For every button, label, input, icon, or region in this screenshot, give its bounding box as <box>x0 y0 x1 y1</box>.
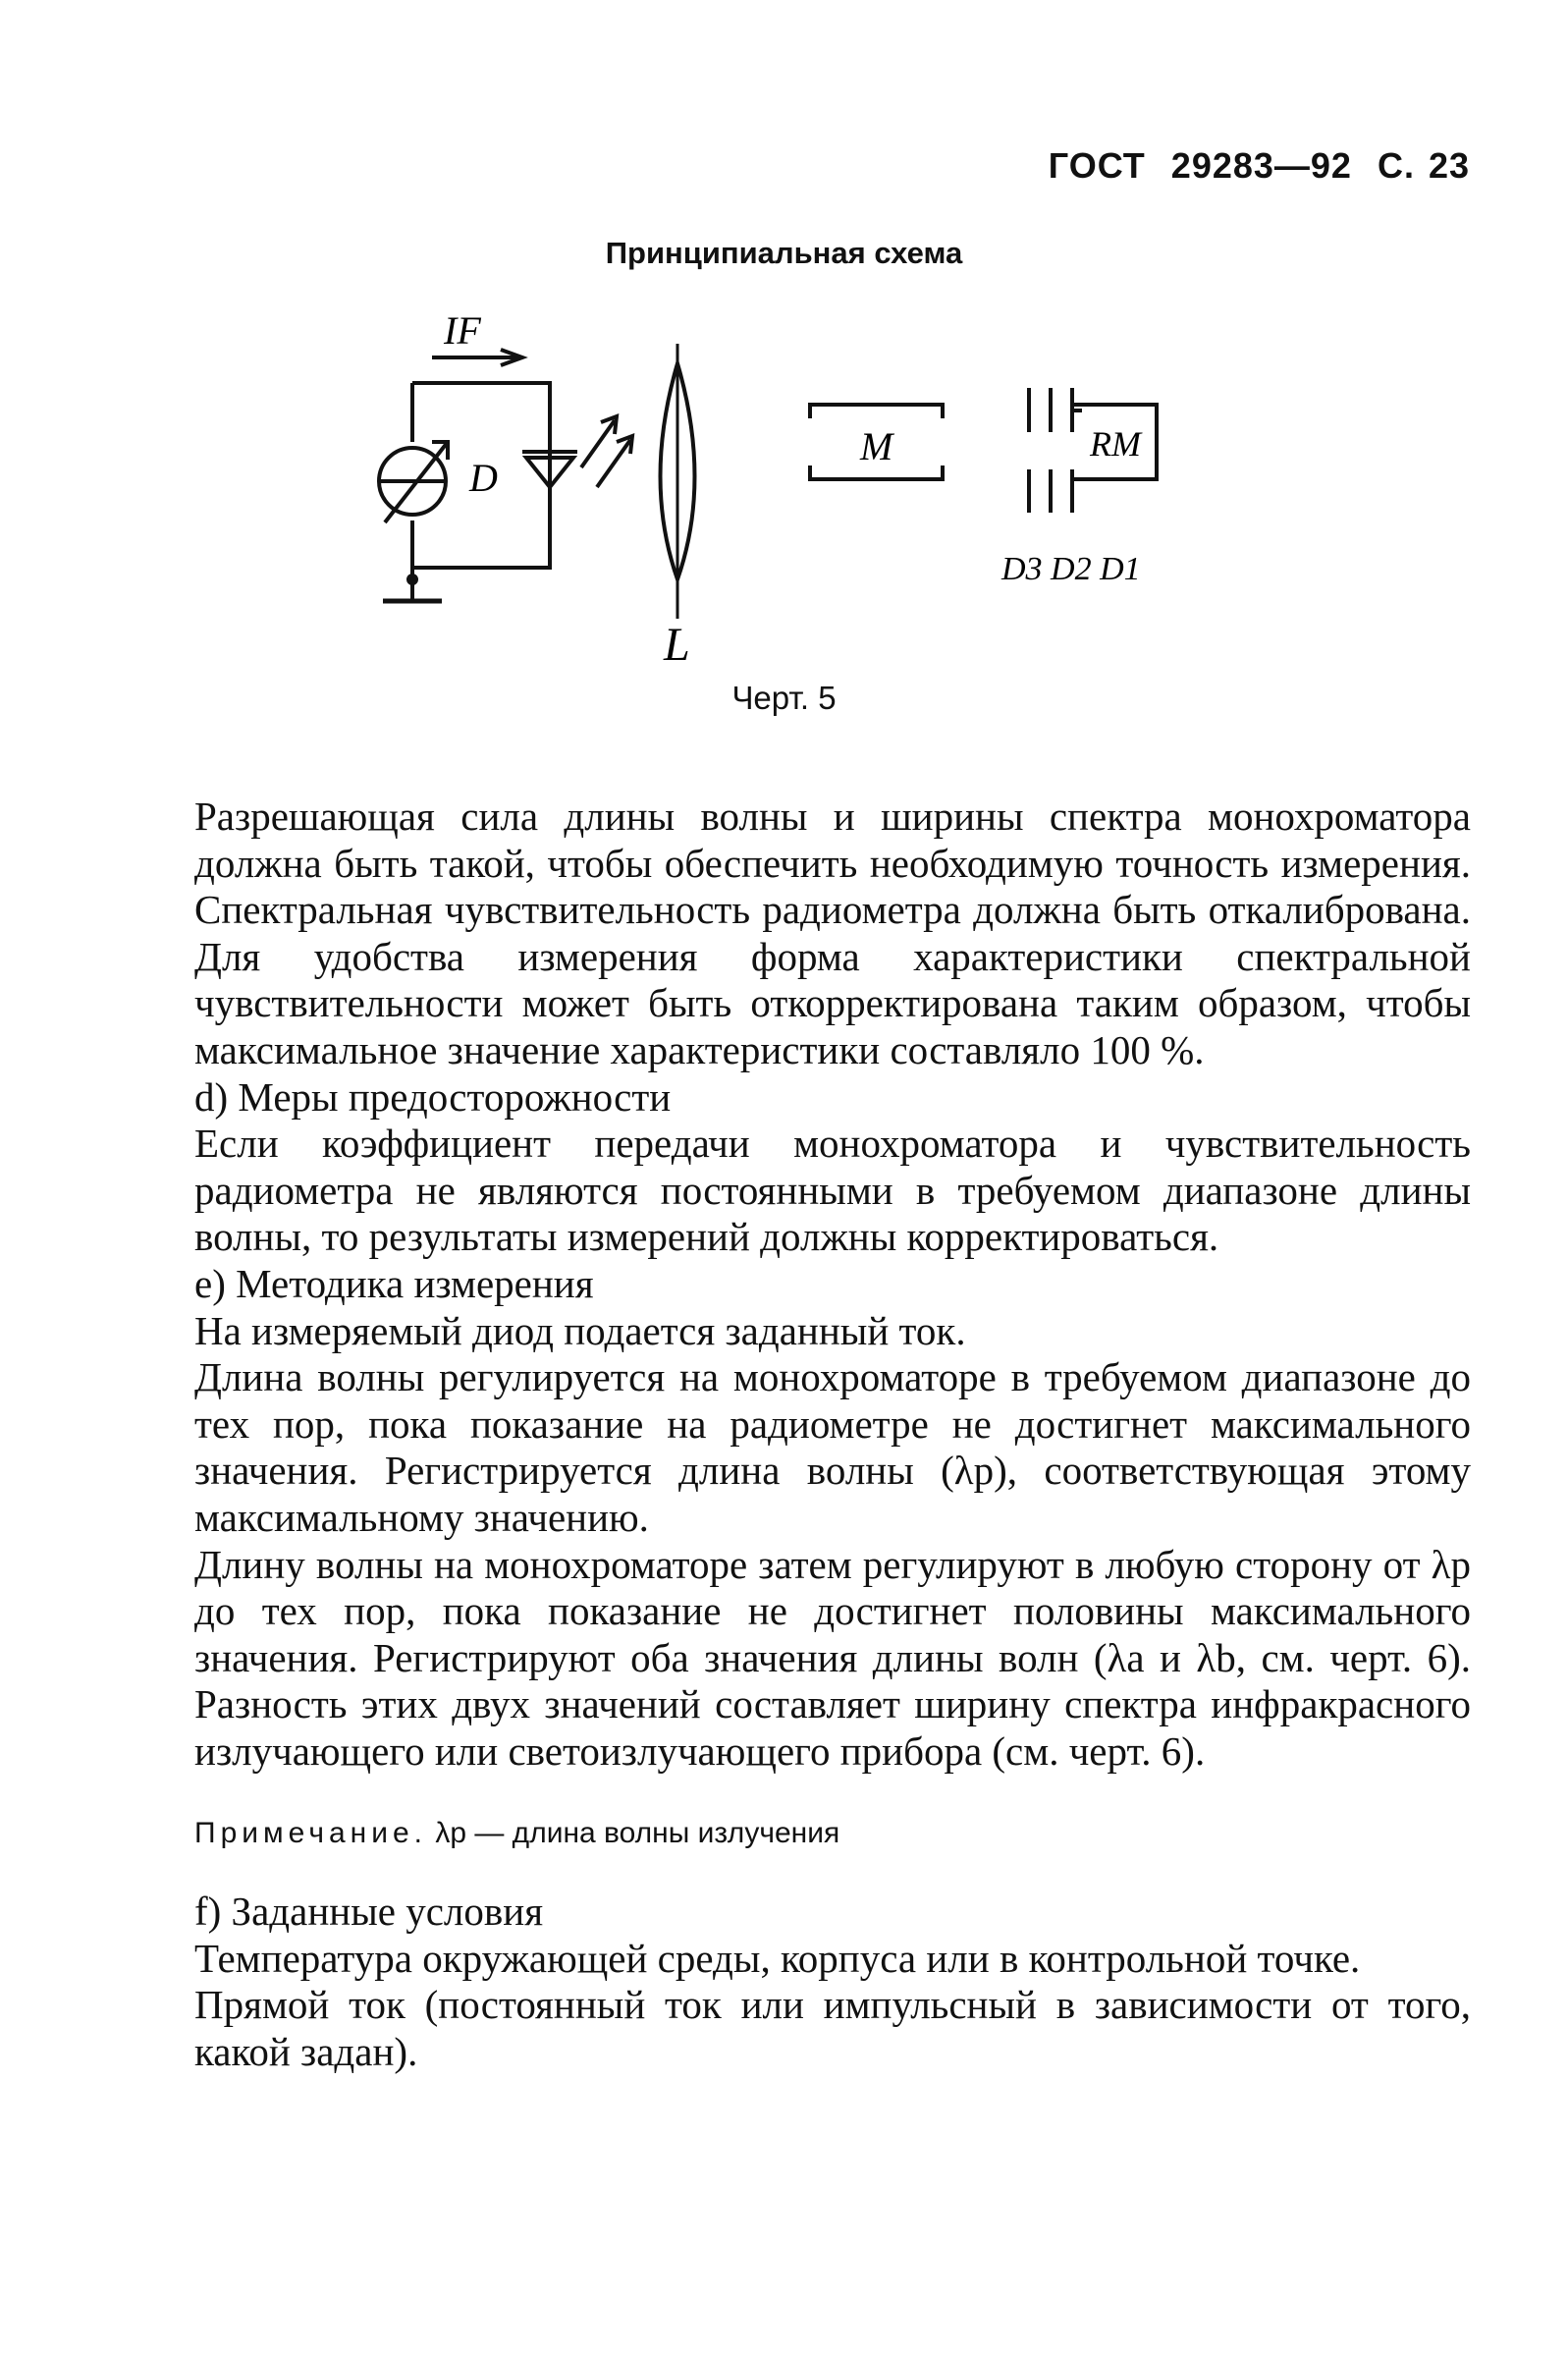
page-prefix: С. <box>1377 145 1415 186</box>
paragraph-wavelength-peak: Длина волны регулируется на монохроматоре в требуемом диапазоне до тех пор, пока показание на радиометре не достигнет максимального значения. Регистрируется длина волны (λp), соответствующая этому максимальному значению. <box>194 1354 1471 1540</box>
body-text <box>194 794 1471 2075</box>
scheme-title: Принципиальная схема <box>605 236 963 270</box>
paragraph-precautions: Если коэффициент передачи монохроматора и чувствительность радиометра не являются постоянными в требуемом диапазоне длины волны, то результаты измерений должны корректироваться. <box>194 1121 1471 1260</box>
section-e-heading: e) Методика измерения <box>194 1260 594 1306</box>
page-number: 23 <box>1428 145 1470 186</box>
note-label: Примечание. <box>194 1817 427 1850</box>
standard-label: ГОСТ <box>1048 145 1146 186</box>
paragraph-wavelength-half: Длину волны на монохроматоре затем регулируют в любую сторону от λp до тех пор, пока показание не достигнет половины максимального значения. Регистрируют оба значения длины волн (λa и λb, см. черт. 6). Разность этих двух значений составляет ширину спектра инфракрасного излучающего или светоизлучающего прибора (см. черт. 6). <box>194 1541 1471 1774</box>
paragraph-resolution: Разрешающая сила длины волны и ширины спектра монохроматора должна быть такой, чтобы обеспечить необходимую точность измерения. Спектральная чувствительность радиометра должна быть откалибрована. Для удобства измерения форма характеристики спектральной чувствительности может быть откорректирована таким образом, чтобы максимальное значение характеристики составляло 100 %. <box>194 794 1471 1072</box>
paragraph-temperature: Температура окружающей среды, корпуса или в контрольной точке. <box>194 1935 1361 1981</box>
monochromator-box-top <box>810 405 943 418</box>
diode-label: D <box>469 456 498 500</box>
figure-caption: Черт. 5 <box>731 680 837 716</box>
paragraph-forward-current: Прямой ток (постоянный ток или импульсный в зависимости от того, какой задан). <box>194 1982 1471 2074</box>
note-text: λp — длина волны излучения <box>435 1817 840 1850</box>
standard-number: 29283—92 <box>1170 145 1352 186</box>
section-f-heading: f) Заданные условия <box>194 1889 544 1935</box>
circuit-svg <box>373 295 1237 668</box>
radiometer-label: RM <box>1090 424 1141 464</box>
apertures-label: D3 D2 D1 <box>1001 551 1141 587</box>
note <box>194 1810 1471 1857</box>
paragraph-diode-current: На измеряемый диод подается заданный ток. <box>194 1307 966 1353</box>
current-label: IF <box>444 308 481 353</box>
lens-label: L <box>664 619 690 668</box>
section-d-heading: d) Меры предосторожности <box>194 1073 672 1120</box>
monochromator-label: M <box>860 424 893 468</box>
circuit-diagram <box>373 295 1237 673</box>
page-header <box>1049 145 1470 187</box>
